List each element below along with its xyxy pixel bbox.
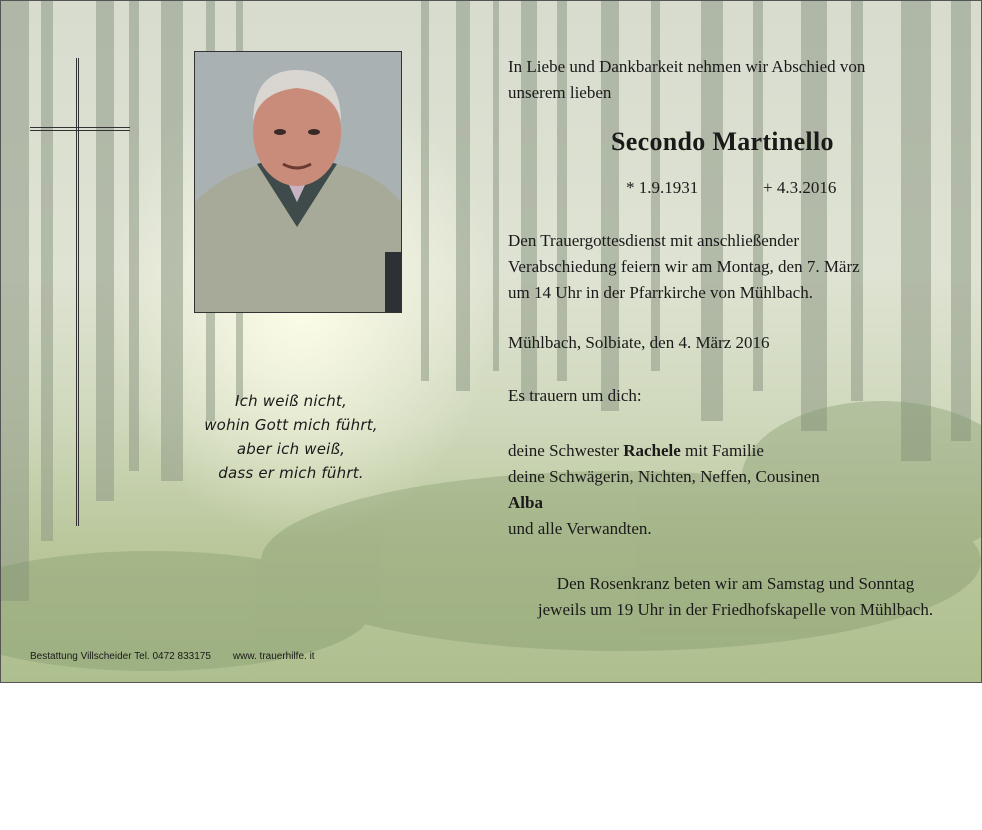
poem bbox=[181, 389, 401, 485]
mourner-name-alba: Alba bbox=[508, 493, 543, 512]
poem-line: wohin Gott mich führt, bbox=[204, 416, 378, 434]
poem-line: Ich weiß nicht, bbox=[235, 392, 347, 410]
mourners-list bbox=[508, 438, 820, 542]
mourners-heading: Es trauern um dich: bbox=[508, 386, 642, 405]
cross-horizontal-bar bbox=[30, 127, 130, 131]
portrait-illustration bbox=[195, 52, 401, 312]
rosary-line: jeweils um 19 Uhr in der Friedhofskapelle von Mühlbach. bbox=[537, 600, 934, 619]
death-date: + 4.3.2016 bbox=[763, 178, 837, 197]
footer bbox=[30, 651, 315, 662]
mourner-line-all: und alle Verwandten. bbox=[508, 519, 652, 538]
service-line: Verabschiedung feiern wir am Montag, den 7. März bbox=[508, 257, 860, 276]
intro-text bbox=[508, 54, 865, 106]
mourner-prefix: deine Schwester bbox=[508, 441, 624, 460]
service-line: Den Trauergottesdienst mit anschließender bbox=[508, 231, 799, 250]
mourner-line-sister bbox=[508, 438, 820, 464]
website-text: www. trauerhilfe. it bbox=[232, 651, 315, 662]
place-date: Mühlbach, Solbiate, den 4. März 2016 bbox=[508, 333, 770, 352]
mourner-name-rachele: Rachele bbox=[623, 441, 681, 460]
mourner-suffix: mit Familie bbox=[680, 441, 764, 460]
mourner-line-relatives: deine Schwägerin, Nichten, Neffen, Cousinen bbox=[508, 467, 820, 486]
intro-line: In Liebe und Dankbarkeit nehmen wir Abschied von bbox=[508, 57, 866, 76]
intro-line: unserem lieben bbox=[508, 83, 612, 102]
poem-line: aber ich weiß, bbox=[236, 440, 346, 458]
funeral-service-text bbox=[508, 228, 860, 306]
rosary-line: Den Rosenkranz beten wir am Samstag und Sonntag bbox=[556, 574, 915, 593]
portrait-photo bbox=[194, 51, 402, 313]
poem-line: dass er mich führt. bbox=[218, 464, 364, 482]
service-line: um 14 Uhr in der Pfarrkirche von Mühlbach. bbox=[508, 283, 813, 302]
birth-date: * 1.9.1931 bbox=[626, 178, 699, 197]
rosary-text bbox=[508, 571, 963, 623]
deceased-name: Secondo Martinello bbox=[611, 127, 834, 156]
funeral-home-contact: Bestattung Villscheider Tel. 0472 833175 bbox=[30, 651, 211, 662]
mourner-line-alba bbox=[508, 490, 820, 516]
